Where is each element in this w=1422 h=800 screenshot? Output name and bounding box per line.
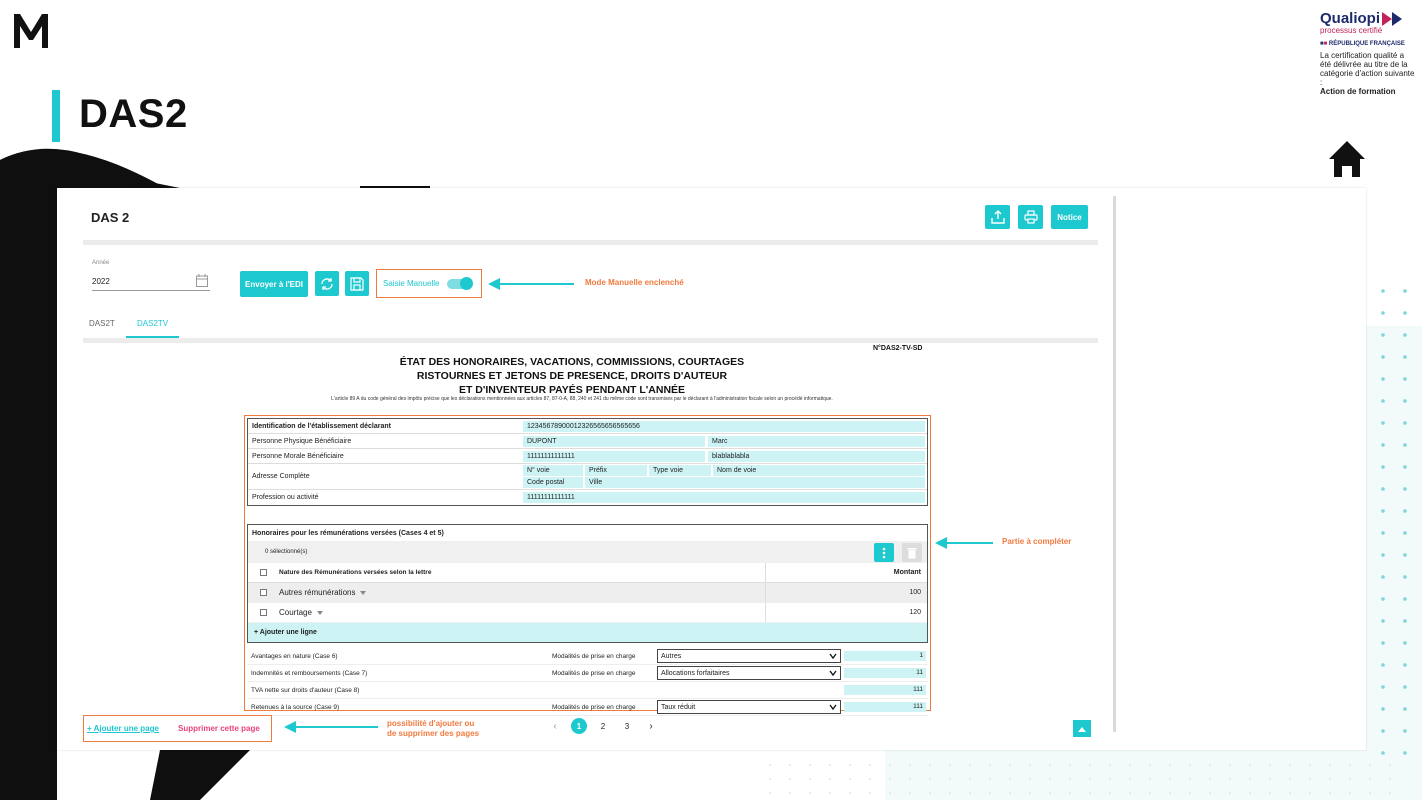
case-value[interactable]: 11 [844, 668, 926, 678]
case-row: Indemnités et remboursements (Case 7) Modalités de prise en charge Allocations forfaitaires 11 [247, 665, 928, 682]
annee-input[interactable]: 2022 [92, 277, 110, 286]
delete-selection-button[interactable] [902, 543, 922, 562]
annee-label: Année [92, 260, 110, 266]
scroll-top-button[interactable] [1073, 720, 1091, 737]
personne-morale-siret-field[interactable]: 11111111111111 [523, 451, 705, 462]
personne-physique-nom-field[interactable]: DUPONT [523, 436, 705, 447]
nature-select[interactable]: Courtage [279, 608, 323, 617]
export-button[interactable] [985, 205, 1010, 229]
personne-physique-prenom-field[interactable]: Marc [708, 436, 925, 447]
modalite-select[interactable]: Taux réduit [657, 700, 841, 714]
more-options-button[interactable] [874, 543, 894, 562]
kebab-menu-icon [882, 547, 886, 559]
floppy-disk-icon [350, 277, 364, 291]
honoraires-header-row [248, 563, 927, 583]
select-all-checkbox[interactable] [260, 569, 267, 576]
nature-select[interactable]: Autres rémunérations [279, 588, 366, 597]
app-title: DAS 2 [91, 210, 130, 225]
prev-page-icon[interactable]: ‹ [553, 720, 557, 732]
type-voie-field[interactable]: Type voie [649, 465, 711, 476]
arrow-pages-icon [284, 721, 380, 733]
nom-voie-field[interactable]: Nom de voie [713, 465, 925, 476]
qualiopi-subtitle: processus certifié [1320, 26, 1383, 35]
qualiopi-certification-text: La certification qualité a été délivrée au titre de la catégorie d'action suivante : Action de formation [1320, 51, 1415, 96]
annotation-pages: possibilité d'ajouter ou de supprimer des pages [387, 719, 480, 738]
add-page-link[interactable]: + Ajouter une page [87, 724, 159, 733]
case-value[interactable]: 1 [844, 651, 926, 661]
qualiopi-badge [1320, 10, 1415, 96]
saisie-manuelle-toggle[interactable] [447, 279, 471, 289]
row-checkbox[interactable] [260, 609, 267, 616]
chevron-down-icon [829, 652, 837, 660]
profession-row: Profession ou activité 11111111111111 [248, 490, 927, 505]
next-page-icon[interactable]: › [649, 720, 653, 732]
personne-morale-row: Personne Morale Bénéficiaire 11111111111111 blablablabla [248, 449, 927, 464]
page-title: DAS2 [79, 92, 188, 136]
saisie-manuelle-label: Saisie Manuelle [383, 279, 440, 288]
envoyer-edi-button[interactable]: Envoyer à l'EDI [240, 271, 308, 297]
chevron-down-icon [829, 669, 837, 677]
caret-down-icon [317, 611, 323, 615]
adresse-row: Adresse Complète N° voie Préfix Type voie Nom de voie Code postal Ville [248, 464, 927, 490]
code-postal-field[interactable]: Code postal [523, 477, 583, 488]
identification-row: Identification de l'établissement déclarant 12345678900012326565656565656 [248, 419, 927, 434]
sync-icon [320, 277, 334, 291]
modalite-select[interactable]: Allocations forfaitaires [657, 666, 841, 680]
form-legal-note: L'article 89 A du code général des impôts précise que les déclarations mentionnées aux articles 87, 87-0-A, 88, 240 et 241 du même code sont transmises par le déclarant à l'administration fiscale selon un procédé informatique. [331, 396, 833, 402]
caret-up-icon [1078, 726, 1086, 732]
background-dot-pattern-bottom [760, 758, 1400, 798]
annee-underline [92, 290, 210, 291]
qualiopi-name: Qualiopi [1320, 10, 1415, 27]
arrow-mode-icon [488, 278, 576, 290]
arrow-partie-icon [935, 537, 995, 549]
cases-table [247, 648, 928, 716]
identification-table [247, 418, 928, 506]
save-button[interactable] [345, 271, 369, 296]
page-1-button[interactable]: 1 [571, 718, 587, 734]
page-3-button[interactable]: 3 [624, 721, 630, 731]
case-row: Retenues à la source (Case 9) Modalités de prise en charge Taux réduit 111 [247, 699, 928, 716]
case-value[interactable]: 111 [844, 685, 926, 695]
ville-field[interactable]: Ville [585, 477, 925, 488]
voie-field[interactable]: N° voie [523, 465, 583, 476]
scrollbar[interactable] [1113, 196, 1116, 732]
form-reference: N°DAS2-TV-SD [873, 345, 923, 352]
identification-field[interactable]: 12345678900012326565656565656 [523, 421, 925, 432]
col-nature-header: Nature des Rémunérations versées selon la lettre [279, 569, 432, 576]
app-window [57, 188, 1366, 750]
personne-physique-row: Personne Physique Bénéficiaire DUPONT Marc [248, 434, 927, 449]
personne-morale-raison-field[interactable]: blablablabla [708, 451, 925, 462]
add-line-button[interactable]: + Ajouter une ligne [248, 623, 927, 642]
title-accent-bar [52, 90, 60, 142]
montant-value[interactable]: 100 [909, 589, 921, 596]
form-title: ÉTAT DES HONORAIRES, VACATIONS, COMMISSIONS, COURTAGES RISTOURNES ET JETONS DE PRESENCE, DROITS D'AUTEUR ET D'INVENTEUR PAYÉS PENDANT L'ANNÉE [399, 356, 745, 396]
case-row: Avantages en nature (Case 6) Modalités de prise en charge Autres 1 [247, 648, 928, 665]
annotation-partie: Partie à compléter [1002, 537, 1072, 546]
col-montant-header: Montant [893, 569, 921, 576]
tabs-divider [83, 338, 1098, 343]
toggle-knob [460, 277, 473, 290]
annotation-mode: Mode Manuelle enclenché [585, 278, 684, 287]
caret-down-icon [360, 591, 366, 595]
profession-field[interactable]: 11111111111111 [523, 492, 925, 503]
notice-button[interactable]: Notice [1051, 205, 1088, 229]
delete-page-link[interactable]: Supprimer cette page [178, 724, 260, 733]
trash-icon [907, 547, 917, 559]
modalite-select[interactable]: Autres [657, 649, 841, 663]
calendar-icon[interactable] [196, 274, 208, 287]
chevron-down-icon [829, 703, 837, 711]
honoraires-toolbar [248, 541, 927, 563]
printer-icon [1024, 210, 1038, 224]
prefix-field[interactable]: Préfix [585, 465, 647, 476]
table-row [248, 583, 927, 603]
montant-value[interactable]: 120 [909, 609, 921, 616]
header-divider [83, 240, 1098, 245]
upload-icon [991, 210, 1005, 224]
table-row [248, 603, 927, 623]
print-button[interactable] [1018, 205, 1043, 229]
sync-button[interactable] [315, 271, 339, 296]
background-dot-pattern [1372, 280, 1422, 770]
case-value[interactable]: 111 [844, 702, 926, 712]
home-icon[interactable] [1328, 140, 1366, 178]
row-checkbox[interactable] [260, 589, 267, 596]
top-toolbar [985, 205, 1088, 229]
pagination [547, 718, 659, 734]
selection-count: 0 sélectionné(s) [265, 549, 308, 555]
tab-das2t[interactable]: DAS2T [89, 319, 115, 328]
qualiopi-republique: ■■ RÉPUBLIQUE FRANÇAISE [1320, 41, 1405, 47]
saisie-manuelle-toggle-container [376, 269, 482, 298]
honoraires-panel [247, 524, 928, 643]
brand-logo-icon [12, 10, 50, 50]
tab-das2tv[interactable]: DAS2TV [137, 319, 169, 328]
case-row: TVA nette sur droits d'auteur (Case 8) 111 [247, 682, 928, 699]
honoraires-title: Honoraires pour les rémunérations versées (Cases 4 et 5) [252, 529, 444, 537]
page-2-button[interactable]: 2 [600, 721, 606, 731]
qualiopi-arrows-icon [1382, 12, 1404, 26]
